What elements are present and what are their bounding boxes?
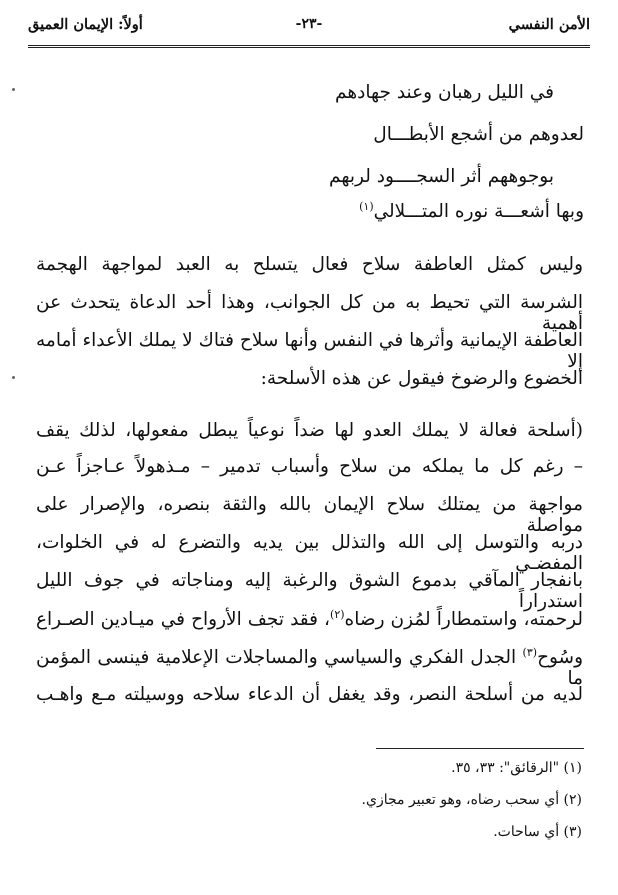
text-line: وليس كمثل العاطفة سلاح فعال يتسلح به العبد لمواجهة الهجمة xyxy=(36,254,583,275)
footnote-ref: (٢) xyxy=(330,608,345,621)
header-divider xyxy=(28,45,590,48)
footnote-1: (١) "الرقائق": ٣٣، ٣٥. xyxy=(451,760,582,776)
footnote-divider xyxy=(376,748,584,749)
footnote-ref: (٣) xyxy=(522,646,538,659)
page-number: -٢٣- xyxy=(295,16,323,32)
text-line: الشرسة التي تحيط به من كل الجوانب، وهذا أحد الدعاة يتحدث عن أهمية xyxy=(36,292,583,334)
text-segment: وسُوح xyxy=(537,647,583,669)
text-segment: الجدل الفكري والسياسي والمساجلات الإعلامية فينسى المؤمن ما xyxy=(36,647,583,690)
header-book-title: الأمن النفسي xyxy=(508,16,590,33)
text-line: (أسلحة فعالة لا يملك العدو لها ضداً نوعياً يبطل مفعولها، لذلك يقف xyxy=(36,420,583,441)
poem-line-text: وبها أشعـــة نوره المتـــلالي xyxy=(373,201,584,223)
running-header xyxy=(28,16,590,42)
text-line: الخضوع والرضوخ فيقول عن هذه الأسلحة: xyxy=(260,368,583,389)
text-segment: لرحمته، واستمطاراً لمُزن رضاه xyxy=(344,609,583,631)
text-line: مواجهة من يمتلك سلاح الإيمان بالله والثقة بنصره، والإصرار على مواصلة xyxy=(36,494,583,536)
text-line xyxy=(36,646,583,690)
text-line: – رغم كل ما يملكه من سلاح وأسباب تدمير – مـذهولاً عـاجزاً عـن xyxy=(36,456,583,477)
text-line: بانفجار المآقي بدموع الشوق والرغبة إليه ومناجاته في جوف الليل استدراراً xyxy=(36,570,583,612)
text-line: دربه والتوسل إلى الله والتذلل بين يديه والتضرع له في الخلوات، المفضـي xyxy=(36,532,583,574)
text-segment: ، فقد تجف الأرواح في ميـادين الصـراع xyxy=(36,609,331,631)
poem-line: لعدوهم من أشجع الأبطـــال xyxy=(373,124,584,145)
margin-dot xyxy=(12,376,15,379)
text-line xyxy=(36,608,583,636)
poem-line: في الليل رهبان وعند جهادهم xyxy=(335,82,554,103)
poem-line: بوجوههم أثر السجــــود لربهم xyxy=(329,166,554,187)
footnote-ref: (١) xyxy=(359,200,374,213)
header-chapter-title: أولاً: الإيمان العميق xyxy=(28,16,143,33)
text-line: لديه من أسلحة النصر، وقد يغفل أن الدعاء سلاحه ووسيلته مـع واهـب xyxy=(36,684,583,705)
poem-line xyxy=(359,200,584,222)
footnote-2: (٢) أي سحب رضاه، وهو تعبير مجازي. xyxy=(361,792,582,808)
footnote-3: (٣) أي ساحات. xyxy=(493,824,582,840)
text-line: العاطفة الإيمانية وأثرها في النفس وأنها سلاح فتاك لا يملك الأعداء أمامه إلا xyxy=(36,330,583,372)
margin-dot xyxy=(12,88,15,91)
